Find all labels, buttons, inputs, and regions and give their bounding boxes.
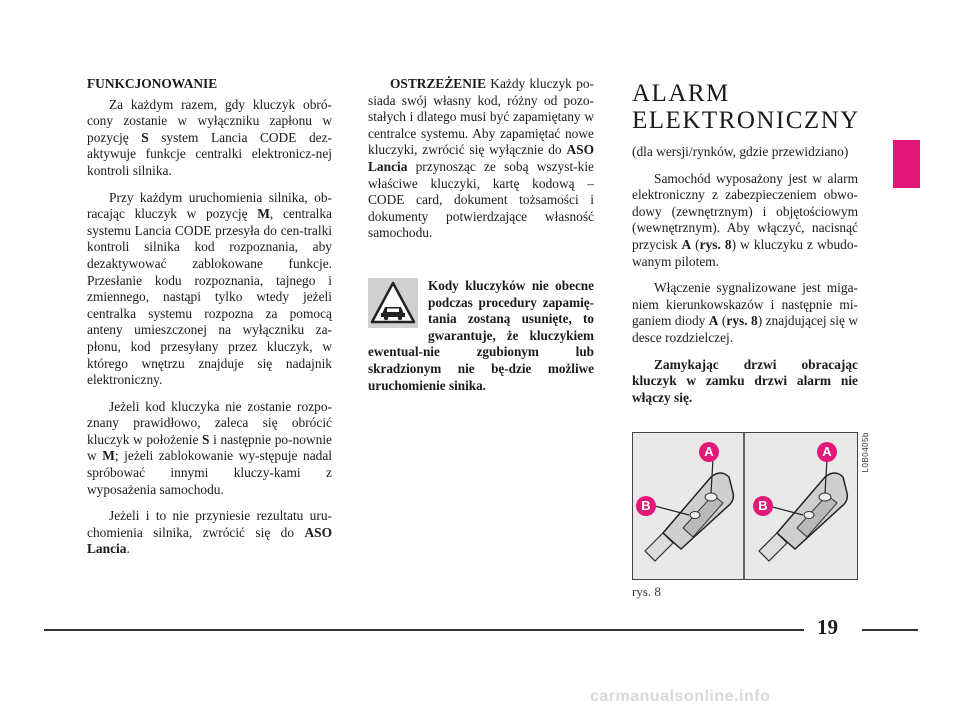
paragraph: Samochód wyposażony jest w alarm elektroniczny z zabezpieczeniem obwo-dowy (zewnętrznym) i objętościowym (wewnętrznym). Aby włączyć, nacisnąć przycisk A (rys. 8) w kluczyku z wbudo-wanym pilotem. <box>632 170 858 269</box>
caution-box <box>368 278 594 394</box>
figure-divider <box>743 433 745 579</box>
key-remote-figure <box>632 432 858 580</box>
column-warning <box>368 76 594 394</box>
footer-rule-left <box>44 629 804 631</box>
warning-paragraph: OSTRZEŻENIE Każdy kluczyk po-siada swój własny kod, różny od pozo-stałych i dlatego musi być zapamiętany w centralce systemu. Aby zapamiętać nowe kluczyki, zwrócić się wyłącznie do ASO Lancia przynosząc ze sobą wszyst-kie właściwe kluczyki, kartę kodową – CODE card, dokument tożsamości i dokumenty potwierdzające własność samochodu. <box>368 76 594 241</box>
key-remote-right <box>759 473 847 561</box>
bold-paragraph: Zamykając drzwi obracając kluczyk w zamku drzwi alarm nie włączy się. <box>632 356 858 405</box>
chapter-title: ALARM ELEKTRONICZNY <box>632 80 860 134</box>
column-alarm <box>632 76 858 416</box>
paragraph: Jeżeli i to nie przyniesie rezultatu uru-chomienia silnika, zwrócić się do ASO Lancia. <box>87 508 332 557</box>
column-functioning <box>87 76 332 568</box>
label-a-right: A <box>817 442 837 462</box>
availability-note: (dla wersji/rynków, gdzie przewidziano) <box>632 144 849 159</box>
page-number: 19 <box>817 615 838 639</box>
caution-text: Kody kluczyków nie obecne podczas procedury zapamię-tania zostaną usunięte, to gwarantuje, że kluczykiem ewentual-nie zgubionym lub skradzionym nie bę-dzie możliwe uruchomienie sinika. <box>368 277 594 393</box>
paragraph: Przy każdym uruchomienia silnika, ob-racając kluczyk w pozycję M, centralka systemu Lancia CODE przesyła do cen-tralki kontroli silnika kod rozpoznania, aby dezaktywować zablokowane funkcje. Przesłanie kodu rozpoznania, tajnego i zmiennego, nastąpi tylko wtedy jeżeli centralka systemu rozpozna za pomocą anteny umieszczonej na wyłączniku za-płonu, kod przesyłany przez kluczyk, w którego wnętrzu znajduje się nadajnik elektroniczny. <box>87 189 333 388</box>
label-b-left: B <box>636 496 656 516</box>
watermark: carmanualsonline.info <box>590 688 771 705</box>
footer-rule-right <box>862 629 918 631</box>
label-a-left: A <box>699 442 719 462</box>
label-b-right: B <box>753 496 773 516</box>
paragraph: Za każdym razem, gdy kluczyk obró-cony zostanie w wyłączniku zapłonu w pozycję S system Lancia CODE dez-aktywuje funkcje centralki elektronicz-nej kontroli silnika. <box>87 96 332 178</box>
paragraph: Jeżeli kod kluczyka nie zostanie rozpo-znany prawidłowo, zaleca się obrócić kluczyk w położenie S i następnie po-nownie w M; jeżeli zablokowanie wy-stępuje nadal spróbować innymi kluczy-kami z wyposażenia samochodu. <box>87 398 332 497</box>
figure-code: L0B0405b <box>861 432 870 473</box>
key-remote-left <box>645 473 733 561</box>
caution-car-icon <box>368 278 418 328</box>
section-tab-marker <box>893 140 920 188</box>
figure-caption: rys. 8 <box>632 584 661 599</box>
paragraph: Włączenie sygnalizowane jest miga-niem kierunkowskazów i następnie mi-ganiem diody A (rys. 8) znajdującej się w desce rozdzielczej. <box>632 280 858 345</box>
section-heading: FUNKCJONOWANIE <box>87 76 218 91</box>
